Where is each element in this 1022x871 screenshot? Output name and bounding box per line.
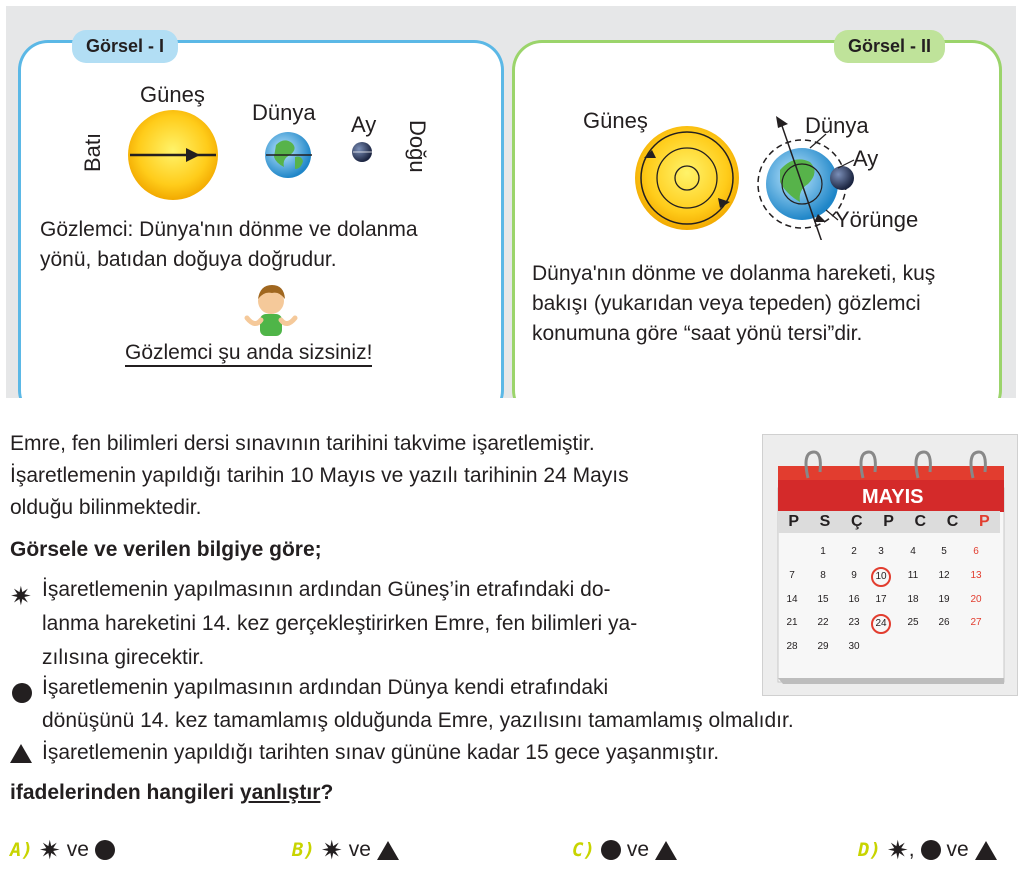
dot-icon [921, 840, 941, 860]
calendar-day: 29 [817, 641, 829, 652]
calendar-day-circled: 10 [871, 567, 891, 587]
option-d-ve: ve [946, 838, 969, 861]
calendar-month: MAYIS [862, 486, 924, 508]
calendar-day: 11 [907, 570, 919, 581]
star-icon: ✷ [320, 835, 343, 865]
calendar-day: 19 [938, 594, 950, 605]
calendar-day: 18 [907, 594, 919, 605]
option-a-letter: A) [10, 839, 33, 861]
panel-2-earth-label: Dünya [805, 113, 869, 138]
calendar-day: 28 [786, 641, 798, 652]
calendar-page [775, 448, 1005, 684]
weekday-3: Ç [850, 513, 863, 530]
option-b[interactable] [292, 835, 399, 865]
option-b-ve: ve [348, 838, 371, 861]
calendar-day: 17 [875, 594, 887, 605]
calendar-day: 6 [973, 546, 979, 557]
star-icon: ✷ [38, 835, 61, 865]
intro-line-1: Emre, fen bilimleri dersi sınavının tarihini takvime işaretlemiştir. [10, 432, 595, 455]
panel-2-moon-label: Ay [853, 146, 879, 171]
panel-2-text-line-2: bakışı (yukarıdan veya tepeden) gözlemci [532, 292, 921, 315]
calendar-day: 16 [848, 594, 860, 605]
weekday-1: P [788, 513, 799, 530]
star-bullet-icon: ✷ [10, 581, 32, 611]
panel-1-earth-label: Dünya [252, 100, 316, 125]
calendar-day: 27 [970, 617, 982, 628]
statement-2-line-2: dönüşünü 14. kez tamamlamış olduğunda Emre, yazılısını tamamlamış olmalıdır. [42, 709, 794, 732]
calendar-day: 5 [941, 546, 947, 557]
weekday-4: P [883, 513, 894, 530]
calendar-day: 26 [938, 617, 950, 628]
option-d[interactable] [858, 835, 997, 865]
panel-2-text-line-1: Dünya'nın dönme ve dolanma hareketi, kuş [532, 262, 936, 285]
underlined-keyword: yanlıştır [239, 781, 321, 804]
panel-1-sun-label: Güneş [140, 82, 205, 107]
weekday-5: C [914, 513, 927, 530]
calendar-day: 2 [851, 546, 857, 557]
calendar-day: 4 [910, 546, 916, 557]
panel-1-tag: Görsel - I [72, 30, 178, 63]
calendar-day: 1 [820, 546, 826, 557]
triangle-icon [975, 841, 997, 860]
observer-child-icon [243, 284, 299, 340]
weekday-7: P [978, 513, 990, 530]
panel-2-orbit-label: Yörünge [835, 207, 919, 232]
dot-icon [95, 840, 115, 860]
triangle-icon [655, 841, 677, 860]
statement-1-line-1: İşaretlemenin yapılmasının ardından Güneş’in etrafındaki do- [42, 578, 611, 601]
intro-line-2: İşaretlemenin yapıldığı tarihin 10 Mayıs ve yazılı tarihinin 24 Mayıs [10, 464, 629, 487]
dot-icon [601, 840, 621, 860]
panel-2-tag: Görsel - II [834, 30, 945, 63]
option-a[interactable] [10, 835, 115, 865]
panel-1-east-label: Doğu [405, 120, 430, 173]
weekday-6: C [946, 513, 959, 530]
panel-1-text-line-2: yönü, batıdan doğuya doğrudur. [40, 248, 337, 271]
calendar-day: 7 [789, 570, 795, 581]
option-d-letter: D) [858, 839, 881, 861]
observer-note: Gözlemci şu anda sizsiniz! [125, 341, 372, 367]
calendar-day: 3 [878, 546, 884, 557]
calendar-day: 22 [817, 617, 829, 628]
calendar-day-circled: 24 [871, 614, 891, 634]
panel-1-west-label: Batı [80, 132, 105, 172]
triangle-bullet-icon [10, 744, 32, 763]
option-b-letter: B) [292, 839, 315, 861]
calendar-day: 30 [848, 641, 860, 652]
calendar-day: 13 [970, 570, 982, 581]
option-a-ve: ve [66, 838, 89, 861]
weekday-2: S [819, 513, 831, 530]
dot-bullet-icon [12, 683, 32, 703]
triangle-icon [377, 841, 399, 860]
calendar-day: 21 [786, 617, 798, 628]
moon-topview-icon [830, 166, 854, 190]
option-d-comma: , [908, 838, 915, 861]
panel-2-text-line-3: konumuna göre “saat yönü tersi”dir. [532, 322, 863, 345]
option-c[interactable] [572, 838, 677, 862]
panel-2-sun-label: Güneş [583, 108, 648, 133]
star-icon: ✷ [886, 835, 909, 865]
panel-1-moon-label: Ay [351, 112, 377, 137]
calendar-day: 9 [851, 570, 857, 581]
question-prompt: Görsele ve verilen bilgiye göre; [10, 538, 322, 561]
calendar-weekday-row [778, 511, 1000, 533]
calendar-day: 14 [786, 594, 798, 605]
calendar-day: 8 [820, 570, 826, 581]
calendar-day: 20 [970, 594, 982, 605]
option-c-ve: ve [626, 838, 650, 861]
calendar-day: 23 [848, 617, 860, 628]
option-c-letter: C) [572, 839, 595, 861]
intro-line-3: olduğu bilinmektedir. [10, 496, 202, 519]
statement-1-line-3: zılısına girecektir. [42, 646, 205, 669]
statement-2-line-1: İşaretlemenin yapılmasının ardından Dünya kendi etrafındaki [42, 676, 609, 699]
sun-topview-icon [635, 126, 739, 230]
statement-3-line-1: İşaretlemenin yapıldığı tarihten sınav gününe kadar 15 gece yaşanmıştır. [42, 741, 720, 764]
statement-1-line-2: lanma hareketini 14. kez gerçekleştirirken Emre, fen bilimleri ya- [42, 612, 638, 635]
question-closing: ifadelerinden hangileri yanlıştır? [10, 781, 334, 804]
calendar-day: 25 [907, 617, 919, 628]
panel-1-text-line-1: Gözlemci: Dünya'nın dönme ve dolanma [40, 218, 418, 241]
calendar-day: 12 [938, 570, 950, 581]
calendar-day: 15 [817, 594, 829, 605]
